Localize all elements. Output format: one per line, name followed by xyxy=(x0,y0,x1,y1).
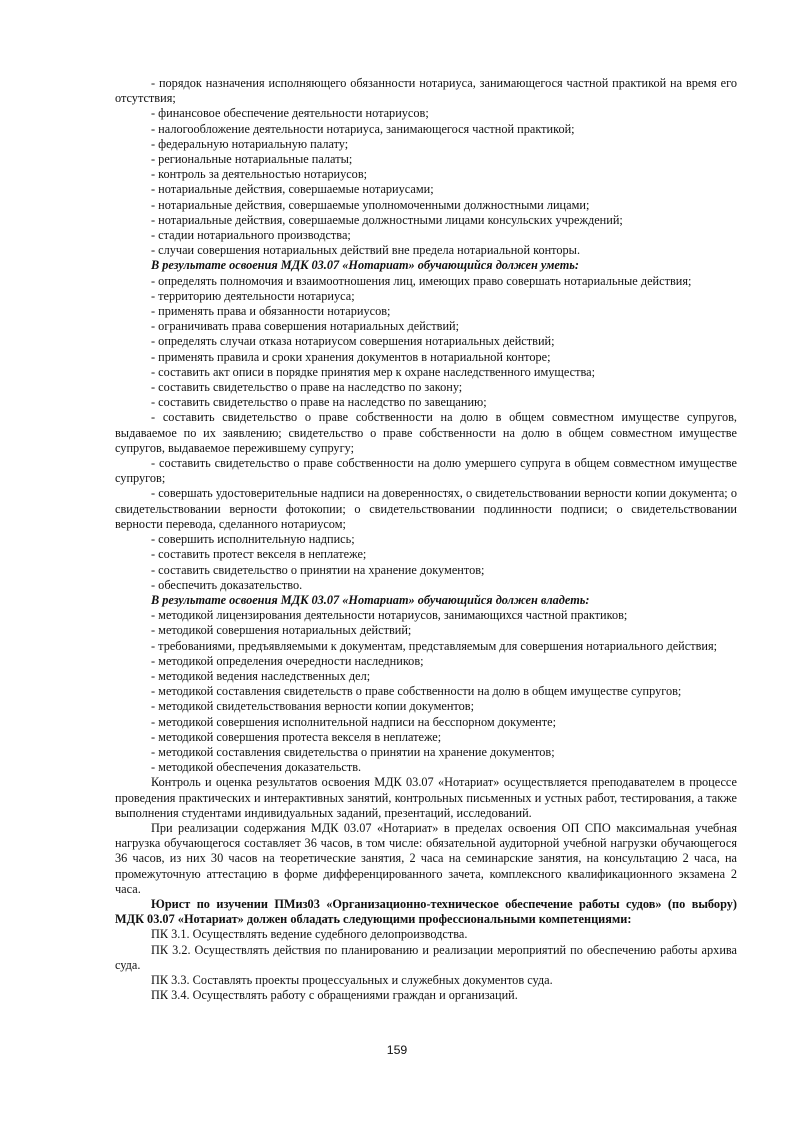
list-item: - нотариальные действия, совершаемые должностными лицами консульских учреждений; xyxy=(151,212,623,227)
paragraph-control: Контроль и оценка результатов освоения МДК 03.07 «Нотариат» осуществляется преподавателем в процессе проведения практических и интерактивных занятий, контрольных письменных и устных работ, тестирования, а также выполнения студентами индивидуальных заданий, презентаций, исследований. xyxy=(115,775,737,820)
list-item: - применять правила и сроки хранения документов в нотариальной конторе; xyxy=(151,349,551,364)
section1-list xyxy=(115,76,737,258)
heading-competencies: Юрист по изучении ПМиз03 «Организационно-техническое обеспечение работы судов» (по выбору) МДК 03.07 «Нотариат» должен обладать следующими профессиональными компетенциями: xyxy=(115,896,737,927)
list-item: - требованиями, предъявляемыми к документам, представляемым для совершения нотариального действия; xyxy=(151,638,718,653)
list-item: - стадии нотариального производства; xyxy=(151,228,351,243)
list-item: - определять полномочия и взаимоотношения лиц, имеющих право совершать нотариальные действия; xyxy=(151,273,692,288)
list-item: - случаи совершения нотариальных действий вне предела нотариальной конторы. xyxy=(151,243,581,258)
skills-list xyxy=(115,274,737,593)
list-item: - методикой составления свидетельств о праве собственности на долю в общем имуществе супругов; xyxy=(151,684,682,699)
list-item: - методикой лицензирования деятельности нотариусов, занимающихся частной практиков; xyxy=(151,608,628,623)
list-item: - ограничивать права совершения нотариальных действий; xyxy=(151,319,460,334)
list-item: - региональные нотариальные палаты; xyxy=(151,152,353,167)
list-item: - методикой составления свидетельства о принятии на хранение документов; xyxy=(151,744,555,759)
page-body xyxy=(115,76,737,1003)
heading-skills: В результате освоения МДК 03.07 «Нотариат» обучающийся должен уметь: xyxy=(151,258,580,273)
page-number: 159 xyxy=(386,1043,408,1057)
list-item: - нотариальные действия, совершаемые уполномоченными должностными лицами; xyxy=(151,197,590,212)
list-item: - применять права и обязанности нотариусов; xyxy=(151,304,391,319)
list-item: - составить свидетельство о праве на наследство по закону; xyxy=(151,380,463,395)
competency-item: ПК 3.3. Составлять проекты процессуальных и служебных документов суда. xyxy=(151,972,553,987)
list-item: - методикой совершения исполнительной надписи на бесспорном документе; xyxy=(151,714,556,729)
list-item: - финансовое обеспечение деятельности нотариусов; xyxy=(151,106,429,121)
list-item: - нотариальные действия, совершаемые нотариусами; xyxy=(151,182,434,197)
competencies-list xyxy=(115,927,737,1003)
heading-master: В результате освоения МДК 03.07 «Нотариат» обучающийся должен владеть: xyxy=(151,592,590,607)
list-item: - составить свидетельство о праве собственности на долю умершего супруга в общем совместном имуществе супругов; xyxy=(115,456,737,486)
list-item: - обеспечить доказательство. xyxy=(151,577,303,592)
list-item: - совершить исполнительную надпись; xyxy=(151,532,355,547)
list-item: - методикой ведения наследственных дел; xyxy=(151,668,371,683)
list-item: - методикой свидетельствования верности копии документов; xyxy=(151,699,475,714)
competency-item: ПК 3.1. Осуществлять ведение судебного делопроизводства. xyxy=(151,927,468,942)
list-item: - методикой совершения протеста векселя в неплатеже; xyxy=(151,729,442,744)
list-item: - методикой определения очередности наследников; xyxy=(151,653,424,668)
list-item: - методикой совершения нотариальных действий; xyxy=(151,623,412,638)
list-item: - федеральную нотариальную палату; xyxy=(151,136,349,151)
list-item: - определять случаи отказа нотариусом совершения нотариальных действий; xyxy=(151,334,555,349)
list-item: - составить протест векселя в неплатеже; xyxy=(151,547,367,562)
list-item: - составить свидетельство о принятии на хранение документов; xyxy=(151,562,485,577)
list-item: - порядок назначения исполняющего обязанности нотариуса, занимающегося частной практикой на время его отсутствия; xyxy=(115,76,737,106)
master-list xyxy=(115,608,737,775)
list-item: - территорию деятельности нотариуса; xyxy=(151,288,355,303)
list-item: - составить свидетельство о праве собственности на долю в общем совместном имуществе супругов, выдаваемое по их заявлению; свидетельство о праве собственности на долю в общем совместном имуществе супругов, выдаваемое пережившему супругу; xyxy=(115,410,737,455)
list-item: - методикой обеспечения доказательств. xyxy=(151,760,362,775)
list-item: - контроль за деятельностью нотариусов; xyxy=(151,167,368,182)
paragraph-load: При реализации содержания МДК 03.07 «Нотариат» в пределах освоения ОП СПО максимальная учебная нагрузка обучающегося составляет 36 часов, в том числе: обязательной аудиторной учебной нагрузки обучающегося 36 часов, из них 30 часов на теоретические занятия, 2 часа на семинарские занятия, на консультацию 2 часа, на промежуточную аттестацию в форме дифференцированного зачета, комплексного квалификационного экзамена 2 часа. xyxy=(115,820,737,896)
list-item: - составить свидетельство о праве на наследство по завещанию; xyxy=(151,395,487,410)
list-item: - налогообложение деятельности нотариуса, занимающегося частной практикой; xyxy=(151,121,575,136)
list-item: - составить акт описи в порядке принятия мер к охране наследственного имущества; xyxy=(151,364,596,379)
competency-item: ПК 3.2. Осуществлять действия по планированию и реализации мероприятий по обеспечению работы архива суда. xyxy=(115,942,737,972)
list-item: - совершать удостоверительные надписи на доверенностях, о свидетельствовании верности копии документа; о свидетельствовании верности фотокопии; о свидетельствовании подлинности подписи; о свидетельствовании верности перевода, сделанного нотариусом; xyxy=(115,486,737,531)
competency-item: ПК 3.4. Осуществлять работу с обращениями граждан и организаций. xyxy=(151,988,518,1003)
